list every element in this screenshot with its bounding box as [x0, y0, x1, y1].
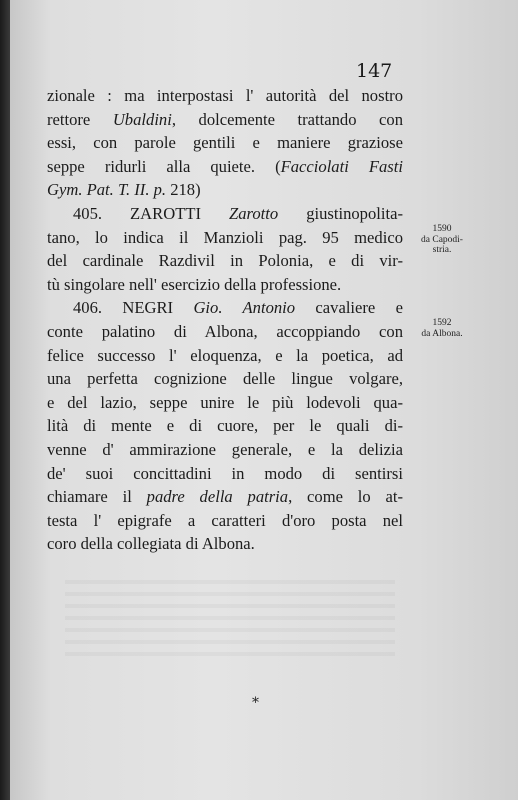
- margin-note-place: da Capodi-: [421, 234, 463, 245]
- text-line: [47, 155, 403, 179]
- text-segment: essi, con parole gentili e maniere graziose: [47, 133, 403, 153]
- text-segment: cavaliere e: [295, 298, 404, 318]
- text-segment: de' suoi concittadini in modo di sentirsi: [47, 463, 403, 483]
- text-line: [47, 296, 403, 320]
- text-line: [47, 509, 403, 533]
- text-segment: lità di mente e di cuore, per le quali di-: [47, 416, 403, 436]
- page-number: 147: [356, 60, 393, 82]
- text-segment: testa l' epigrafe a caratteri d'oro posta nel: [47, 510, 403, 530]
- text-line: [47, 414, 403, 438]
- text-segment: seppe ridurli alla quiete. (: [47, 156, 281, 176]
- text-segment: una perfetta cognizione delle lingue volgare,: [47, 369, 403, 389]
- italic-text: Gym. Pat. T. II. p.: [47, 180, 167, 200]
- margin-note-405: [412, 224, 472, 256]
- text-segment: felice successo l' eloquenza, e la poetica, ad: [47, 345, 403, 365]
- italic-text: padre della patria: [146, 487, 289, 507]
- text-line: [47, 391, 403, 415]
- italic-text: Ubaldini: [112, 109, 172, 129]
- book-page: [10, 0, 518, 800]
- text-segment: chiamare il: [47, 487, 147, 507]
- end-mark: *: [252, 695, 259, 711]
- margin-note-year: 1592: [432, 318, 452, 328]
- text-line: [47, 485, 403, 509]
- text-line: [47, 367, 403, 391]
- text-segment: e del lazio, seppe unire le più lodevoli qua-: [47, 392, 403, 412]
- text-line: [47, 202, 403, 226]
- margin-note-place-cont: stria.: [432, 245, 452, 255]
- text-line: [47, 226, 403, 250]
- italic-text: Gio. Antonio: [193, 298, 296, 318]
- text-line: [47, 320, 403, 344]
- italic-text: Zarotto: [229, 203, 279, 223]
- text-segment: tù singolare nell' esercizio della professione.: [47, 274, 342, 294]
- text-segment: tano, lo indica il Manzioli pag. 95 medico: [47, 227, 403, 247]
- text-segment: rettore: [47, 109, 113, 129]
- text-line: [47, 532, 403, 556]
- text-segment: , dolcemente trattando con: [171, 109, 403, 129]
- text-segment: 405. ZAROTTI: [73, 203, 230, 223]
- text-segment: conte palatino di Albona, accoppiando con: [47, 321, 403, 341]
- text-line: [47, 108, 403, 132]
- bleed-through-text: [65, 572, 395, 662]
- italic-text: Facciolati Fasti: [280, 156, 403, 176]
- text-line: [47, 344, 403, 368]
- margin-note-place: da Albona.: [421, 328, 463, 339]
- text-segment: , come lo at-: [288, 487, 403, 507]
- text-segment: coro della collegiata di Albona.: [47, 534, 255, 554]
- text-line: [47, 249, 403, 273]
- body-text: [47, 84, 403, 556]
- text-segment: 218): [166, 180, 201, 200]
- text-line: [47, 178, 403, 202]
- text-segment: zionale : ma interpostasi l' autorità del nostro: [47, 86, 403, 105]
- text-segment: 406. NEGRI: [73, 298, 194, 318]
- text-segment: venne d' ammirazione generale, e la delizia: [47, 439, 403, 459]
- text-segment: giustinopolita-: [278, 203, 403, 223]
- text-line: [47, 273, 403, 297]
- text-segment: del cardinale Razdivil in Polonia, e di vir-: [47, 251, 403, 271]
- margin-note-year: 1590: [432, 224, 452, 234]
- text-line: [47, 462, 403, 486]
- text-line: [47, 84, 403, 108]
- margin-note-406: [412, 318, 472, 339]
- text-line: [47, 438, 403, 462]
- text-line: [47, 131, 403, 155]
- book-gutter: [0, 0, 10, 800]
